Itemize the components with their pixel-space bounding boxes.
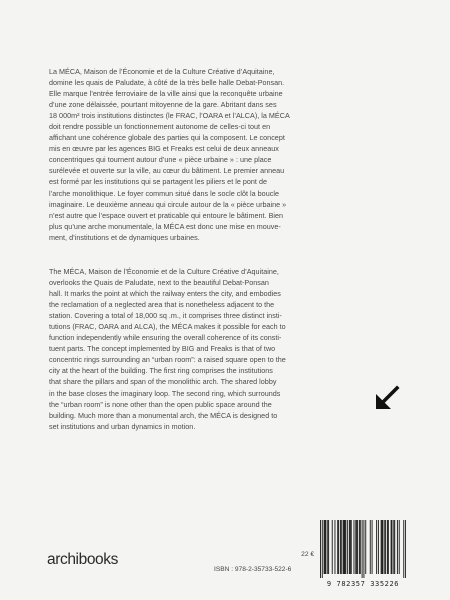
text-line: that share the pillars and span of the monolithic arch. The shared lobby bbox=[49, 377, 277, 387]
barcode-bar bbox=[324, 520, 325, 574]
text-line: affichant une cohérence globale des parties qui la composent. Le concept bbox=[49, 133, 285, 143]
barcode-bar bbox=[325, 520, 326, 574]
text-line: station. Covering a total of 18,000 sq .m., it comprises three distinct insti- bbox=[49, 311, 282, 321]
barcode-bar bbox=[344, 520, 345, 574]
text-line: The MÉCA, Maison de l’Économie et de la Culture Créative d’Aquitaine, bbox=[49, 267, 279, 276]
barcode-bar bbox=[343, 520, 344, 574]
barcode-bar bbox=[328, 520, 329, 574]
barcode-bar bbox=[337, 520, 338, 574]
barcode-bar bbox=[394, 520, 395, 574]
barcode-bar bbox=[363, 520, 364, 578]
barcode-bar bbox=[405, 520, 406, 578]
barcode-bar bbox=[350, 520, 351, 574]
text-line: domine les quais de Paludate, à côté de la très belle halle Debat-Ponsan. bbox=[49, 78, 285, 88]
barcode-bar bbox=[345, 520, 346, 574]
barcode-bar bbox=[399, 520, 400, 574]
text-line: overlooks the Quais de Paludate, next to the beautiful Debat-Ponsan bbox=[49, 278, 269, 288]
barcode-bar bbox=[376, 520, 377, 574]
text-line: Elle marque l’entrée ferroviaire de la ville ainsi que la reconquête urbaine bbox=[49, 89, 283, 99]
barcode-bar bbox=[355, 520, 356, 574]
price-label: 22 € bbox=[301, 551, 314, 558]
barcode-bar bbox=[325, 520, 326, 574]
barcode-bar bbox=[397, 520, 398, 574]
barcode-bar bbox=[370, 520, 371, 574]
text-line: l’arche monolithique. Le foyer commun situé dans le socle clôt la boucle bbox=[49, 188, 279, 198]
barcode-bar bbox=[340, 520, 341, 574]
barcode-bar bbox=[332, 520, 333, 574]
text-line: ment, d’institutions et de dynamiques urbaines. bbox=[49, 232, 200, 242]
barcode-bar bbox=[357, 520, 358, 574]
barcode-bar bbox=[347, 520, 348, 574]
barcode-bar bbox=[392, 520, 393, 574]
text-line: city at the heart of the building. The first ring comprises the institutions bbox=[49, 366, 273, 376]
text-line: doit rendre possible un fonctionnement autonome de celles-ci tout en bbox=[49, 122, 271, 132]
text-line: n’est autre que l’espace ouvert et praticable qui entoure le bâtiment. Bien bbox=[49, 210, 284, 220]
barcode-bars bbox=[320, 520, 406, 578]
barcode-bar bbox=[327, 520, 328, 574]
barcode-bar bbox=[387, 520, 388, 574]
arrow-down-left-icon bbox=[374, 385, 400, 411]
text-line: concentric rings surrounding an “urban room”: a raised square open to the bbox=[49, 355, 286, 365]
barcode-bar bbox=[351, 520, 352, 574]
text-line: concentriques qui tournent autour d’une « pièce urbaine » : une place bbox=[49, 155, 272, 165]
barcode bbox=[320, 520, 406, 582]
text-line: imaginaire. Le deuxième anneau qui circule autour de la « pièce urbaine » bbox=[49, 199, 287, 209]
barcode-number: 9 782357 335226 bbox=[326, 580, 400, 588]
barcode-bar bbox=[338, 520, 339, 574]
text-line: function independently while ensuring the overall coherence of its consti- bbox=[49, 333, 282, 343]
isbn-label: ISBN : 978-2-35733-522-6 bbox=[214, 566, 292, 573]
barcode-bar bbox=[344, 520, 345, 574]
text-line: building. Much more than a monumental arch, the MÉCA is designed to bbox=[49, 410, 278, 420]
barcode-bar bbox=[353, 520, 354, 574]
barcode-bar bbox=[388, 520, 389, 574]
barcode-bar bbox=[372, 520, 373, 574]
text-line: La MÉCA, Maison de l’Économie et de la Culture Créative d’Aquitaine, bbox=[49, 67, 275, 76]
barcode-bar bbox=[391, 520, 392, 574]
publisher-logo: archibooks bbox=[47, 551, 118, 568]
barcode-bar bbox=[393, 520, 394, 574]
barcode-bar bbox=[384, 520, 385, 574]
text-line: est formé par les institutions qui se partagent les piliers et le pont de bbox=[49, 177, 268, 187]
text-line: set institutions and urban dynamics in motion. bbox=[49, 421, 196, 431]
barcode-bar bbox=[360, 520, 361, 574]
barcode-bar bbox=[359, 520, 360, 574]
barcode-bar bbox=[320, 520, 321, 578]
text-line: 18 000m² trois institutions distinctes (le FRAC, l’OARA et l’ALCA), la MÉCA bbox=[49, 111, 290, 121]
text-line: in the base closes the imaginary loop. The second ring, which surrounds bbox=[49, 388, 281, 398]
barcode-bar bbox=[385, 520, 386, 574]
english-description bbox=[49, 266, 345, 432]
text-line: tutions (FRAC, OARA and ALCA), the MÉCA makes it possible for each to bbox=[49, 322, 286, 332]
barcode-bar bbox=[362, 520, 363, 578]
barcode-bar bbox=[381, 520, 382, 574]
text-line: the reclamation of a neglected area that is nonetheless adjacent to the bbox=[49, 300, 275, 310]
text-line: hall. It marks the point at which the railway enters the city, and embodies bbox=[49, 289, 281, 299]
text-line: d’une zone délaissée, pourtant mitoyenne de la gare. Abritant dans ses bbox=[49, 100, 277, 110]
text-line: surélevée et ouverte sur la ville, au cœur du bâtiment. Le premier anneau bbox=[49, 166, 285, 176]
barcode-bar bbox=[356, 520, 357, 574]
barcode-bar bbox=[322, 520, 323, 578]
barcode-bar bbox=[349, 520, 350, 574]
barcode-bar bbox=[341, 520, 342, 574]
barcode-bar bbox=[382, 520, 383, 574]
barcode-bar bbox=[334, 520, 335, 574]
text-line: mis en œuvre par les agences BIG et Freaks est celui de deux anneaux bbox=[49, 144, 279, 154]
barcode-bar bbox=[378, 520, 379, 574]
barcode-bar bbox=[403, 520, 404, 578]
barcode-bar bbox=[382, 520, 383, 574]
french-description bbox=[49, 66, 345, 243]
barcode-bar bbox=[365, 520, 366, 574]
text-line: tuent parts. The concept implemented by BIG and Freaks is that of two bbox=[49, 344, 276, 354]
text-line: plus qu’une arche monumentale, la MÉCA est donc une mise en mouve- bbox=[49, 221, 281, 231]
text-line: the “urban room” is none other than the open public space around the bbox=[49, 399, 272, 409]
